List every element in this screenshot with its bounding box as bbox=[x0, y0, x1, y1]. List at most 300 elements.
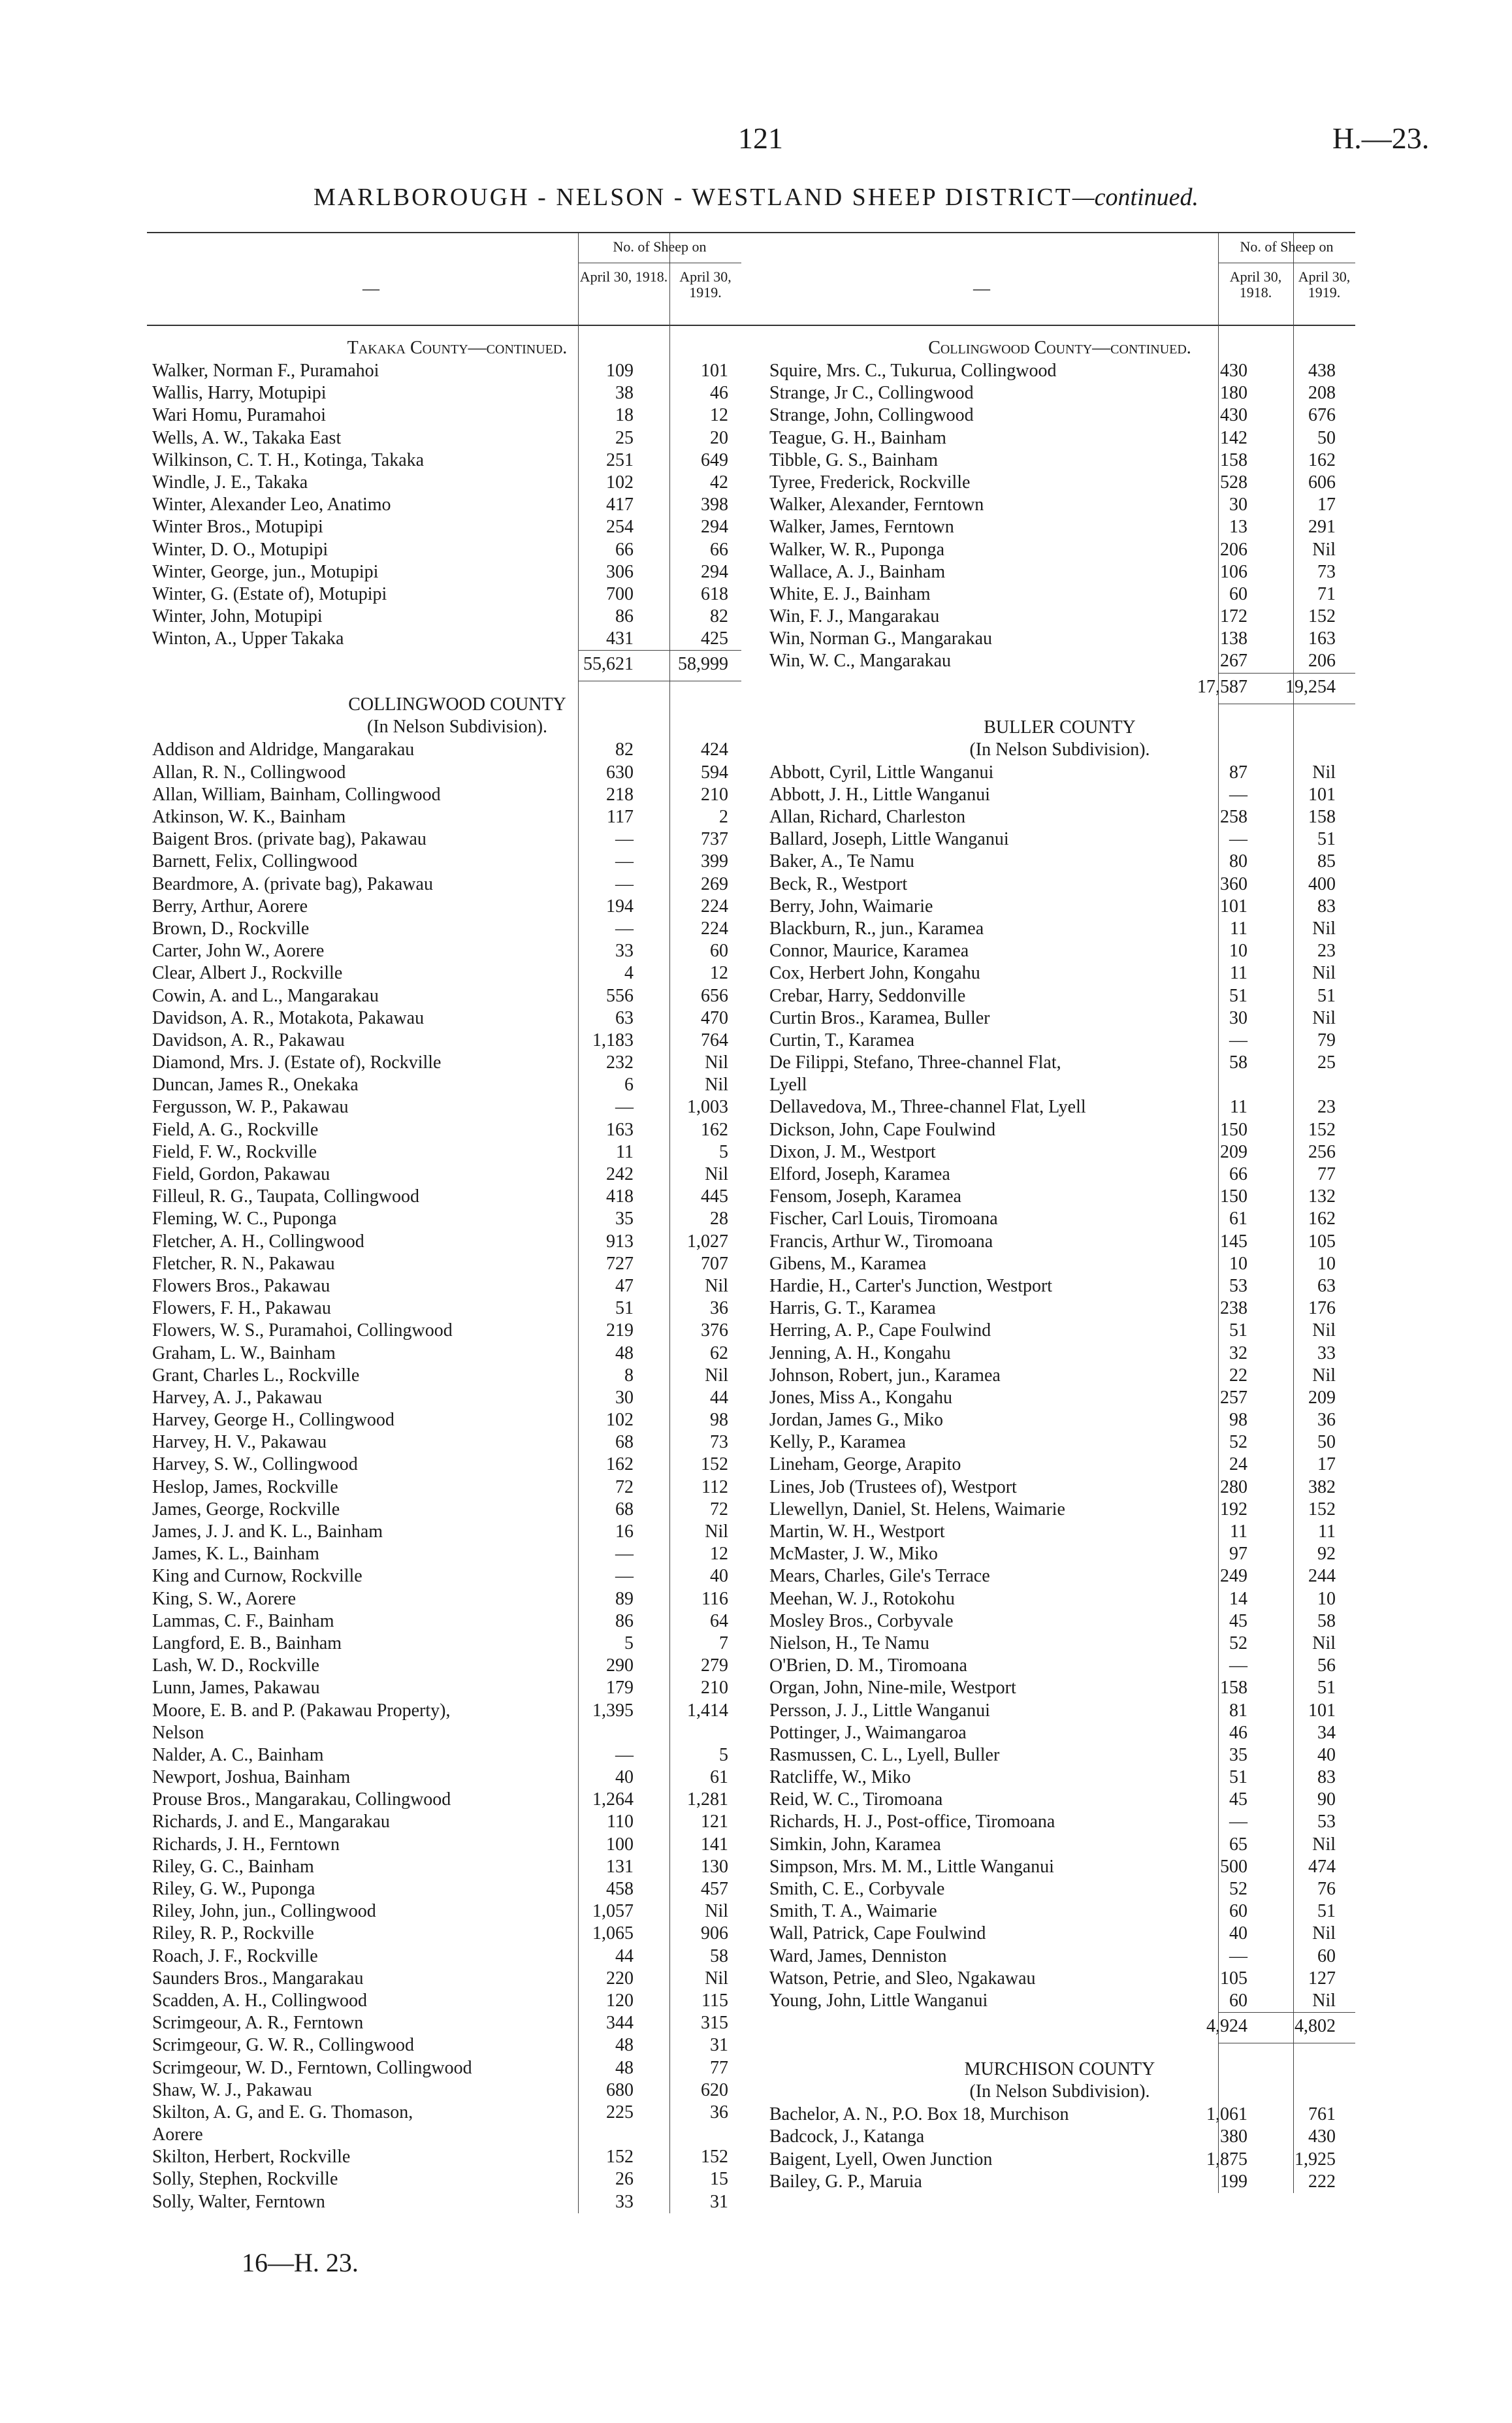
sheep-1919: 224 bbox=[701, 896, 728, 917]
sheep-1918: 913 bbox=[606, 1231, 634, 1252]
owner-name: Fergusson, W. P., Pakawau bbox=[152, 1097, 349, 1118]
sheep-1919: 83 bbox=[1317, 896, 1336, 917]
sheep-1918: 380 bbox=[1220, 2126, 1247, 2147]
table-row bbox=[147, 828, 767, 851]
sheep-1918: 556 bbox=[606, 985, 634, 1006]
owner-name: Fletcher, R. N., Pakawau bbox=[152, 1253, 335, 1274]
sheep-1918: 98 bbox=[1229, 1410, 1247, 1431]
table-row bbox=[147, 1499, 767, 1521]
sheep-1919: 51 bbox=[1317, 829, 1336, 850]
sheep-1919: 56 bbox=[1317, 1655, 1336, 1676]
table-row bbox=[147, 606, 767, 628]
sheep-1919: 2 bbox=[719, 807, 728, 827]
table-row bbox=[764, 2126, 1355, 2148]
sheep-1918: 51 bbox=[615, 1298, 634, 1319]
owner-name: Wells, A. W., Takaka East bbox=[152, 427, 342, 448]
header-col-1919: April 30, 1919. bbox=[679, 268, 732, 301]
table-row bbox=[147, 851, 767, 873]
total-1919: 4,802 bbox=[1295, 2016, 1336, 2037]
owner-name: Scrimgeour, W. D., Ferntown, Collingwood bbox=[152, 2057, 472, 2078]
sheep-1918: 258 bbox=[1220, 807, 1247, 827]
table-row bbox=[147, 1431, 767, 1454]
owner-name: Allan, William, Bainham, Collingwood bbox=[152, 784, 441, 805]
table-row bbox=[764, 382, 1355, 404]
owner-name: Llewellyn, Daniel, St. Helens, Waimarie bbox=[769, 1499, 1065, 1520]
sheep-1919: 620 bbox=[701, 2079, 728, 2100]
table-row bbox=[764, 1096, 1355, 1118]
sheep-1919: Nil bbox=[1312, 918, 1336, 939]
sheep-1919: 44 bbox=[710, 1387, 728, 1408]
sheep-1919: 152 bbox=[1308, 1119, 1336, 1140]
table-row bbox=[764, 449, 1355, 472]
owner-name: Fletcher, A. H., Collingwood bbox=[152, 1231, 364, 1252]
owner-name: Flowers, F. H., Pakawau bbox=[152, 1298, 331, 1319]
sheep-1918: 500 bbox=[1220, 1856, 1247, 1877]
sheep-1919: 424 bbox=[701, 740, 728, 760]
document-reference: H.—23. bbox=[1332, 122, 1430, 155]
sheep-1919: 269 bbox=[701, 873, 728, 894]
owner-name: Curtin Bros., Karamea, Buller bbox=[769, 1007, 990, 1028]
county-total-row bbox=[764, 2012, 1355, 2043]
sheep-1918: — bbox=[615, 918, 634, 939]
total-rule bbox=[1218, 2012, 1355, 2013]
sheep-1918: 180 bbox=[1220, 383, 1247, 404]
sheep-1919: 5 bbox=[719, 1744, 728, 1765]
sheep-1918: 58 bbox=[1229, 1052, 1247, 1073]
sheep-1919: 12 bbox=[710, 963, 728, 984]
owner-name: Clear, Albert J., Rockville bbox=[152, 963, 343, 984]
owner-name: Bailey, G. P., Maruia bbox=[769, 2171, 922, 2192]
total-rule bbox=[578, 650, 741, 651]
table-row bbox=[764, 1409, 1355, 1431]
table-row bbox=[147, 1811, 767, 1833]
table-row bbox=[764, 1342, 1355, 1365]
owner-name: Nalder, A. C., Bainham bbox=[152, 1744, 324, 1765]
sheep-1918: 68 bbox=[615, 1499, 634, 1520]
sheep-1919: 17 bbox=[1317, 495, 1336, 515]
owner-name: Berry, John, Waimarie bbox=[769, 896, 933, 917]
table-row bbox=[147, 1834, 767, 1856]
sheep-1918: 6 bbox=[624, 1075, 634, 1096]
county-subdivision: (In Nelson Subdivision). bbox=[969, 739, 1150, 760]
sheep-1919: 42 bbox=[710, 472, 728, 493]
sheep-1919: 34 bbox=[1317, 1722, 1336, 1743]
owner-name: Mosley Bros., Corbyvale bbox=[769, 1610, 954, 1631]
sheep-1919: 17 bbox=[1317, 1454, 1336, 1475]
owner-name: De Filippi, Stefano, Three-channel Flat, bbox=[769, 1052, 1061, 1073]
spacer bbox=[764, 2043, 1355, 2059]
sheep-1919: 224 bbox=[701, 918, 728, 939]
sheep-1919: 737 bbox=[701, 829, 728, 850]
sheep-1918: 254 bbox=[606, 517, 634, 538]
table-row bbox=[147, 1766, 767, 1789]
owner-name: Reid, W. C., Tiromoana bbox=[769, 1789, 943, 1810]
sheep-1918: 430 bbox=[1220, 361, 1247, 381]
sheep-1919: 40 bbox=[1317, 1744, 1336, 1765]
table-row bbox=[764, 851, 1355, 873]
sheep-1919: Nil bbox=[1312, 1365, 1336, 1386]
owner-name: McMaster, J. W., Miko bbox=[769, 1544, 938, 1565]
table-row bbox=[147, 2057, 767, 2079]
sheep-1918: 82 bbox=[615, 740, 634, 760]
sheep-1919: 51 bbox=[1317, 1901, 1336, 1922]
sheep-1918: 87 bbox=[1229, 762, 1247, 783]
table-row bbox=[764, 1633, 1355, 1655]
sheep-1918: 11 bbox=[616, 1141, 634, 1162]
county-heading: Collingwood County—continued. bbox=[928, 338, 1191, 358]
owner-name: Ratcliffe, W., Miko bbox=[769, 1767, 911, 1788]
owner-name: Winter, John, Motupipi bbox=[152, 606, 323, 627]
total-1918: 4,924 bbox=[1206, 2016, 1247, 2037]
sheep-1919: 1,027 bbox=[687, 1231, 728, 1252]
table-row bbox=[147, 539, 767, 561]
owner-name: Win, F. J., Mangarakau bbox=[769, 606, 940, 627]
sheep-1919: 71 bbox=[1317, 583, 1336, 604]
owner-name: Winter, George, jun., Motupipi bbox=[152, 561, 379, 582]
owner-name: James, K. L., Bainham bbox=[152, 1544, 319, 1565]
sheep-1919: 291 bbox=[1308, 517, 1336, 538]
table-row bbox=[764, 1387, 1355, 1409]
owner-name: Bachelor, A. N., P.O. Box 18, Murchison bbox=[769, 2104, 1069, 2125]
table-row bbox=[147, 1789, 767, 1811]
sheep-1918: 199 bbox=[1220, 2171, 1247, 2192]
table-row bbox=[764, 1990, 1355, 2012]
sheep-1918: 60 bbox=[1229, 1990, 1247, 2011]
county-total-row bbox=[147, 650, 767, 681]
table-row bbox=[764, 1789, 1355, 1811]
sheep-1918: 48 bbox=[615, 2057, 634, 2078]
owner-name: Winter, G. (Estate of), Motupipi bbox=[152, 583, 387, 604]
sheep-1919: Nil bbox=[705, 1075, 728, 1096]
owner-name: Allan, Richard, Charleston bbox=[769, 807, 966, 827]
owner-name: Jenning, A. H., Kongahu bbox=[769, 1342, 951, 1363]
sheep-1918: 251 bbox=[606, 449, 634, 470]
sheep-1918: 700 bbox=[606, 583, 634, 604]
table-row bbox=[147, 873, 767, 896]
owner-name: Riley, R. P., Rockville bbox=[152, 1923, 314, 1944]
sheep-1918: 267 bbox=[1220, 651, 1247, 672]
sheep-1919: 11 bbox=[1318, 1521, 1336, 1542]
table-row bbox=[147, 1543, 767, 1565]
sheep-1918: 1,057 bbox=[592, 1901, 634, 1922]
owner-name: Jones, Miss A., Kongahu bbox=[769, 1387, 953, 1408]
owner-name: Winter, Alexander Leo, Anatimo bbox=[152, 495, 391, 515]
table-row bbox=[147, 2191, 767, 2213]
sheep-1918: 48 bbox=[615, 2035, 634, 2056]
sheep-1918: 11 bbox=[1230, 1097, 1247, 1118]
sheep-1918: 80 bbox=[1229, 851, 1247, 872]
owner-name: Cowin, A. and L., Mangarakau bbox=[152, 985, 379, 1006]
sheep-1919: 112 bbox=[701, 1476, 728, 1497]
table-row bbox=[147, 1208, 767, 1230]
table-row bbox=[147, 1856, 767, 1878]
county-heading: MURCHISON COUNTY bbox=[964, 2059, 1155, 2080]
right-column-table bbox=[764, 232, 1355, 2193]
table-row bbox=[764, 1030, 1355, 1052]
sheep-1918: 33 bbox=[615, 941, 634, 962]
sheep-1918: 727 bbox=[606, 1253, 634, 1274]
sheep-1919: 101 bbox=[701, 361, 728, 381]
table-row bbox=[147, 1096, 767, 1118]
owner-name: Johnson, Robert, jun., Karamea bbox=[769, 1365, 1001, 1386]
page-number: 121 bbox=[738, 122, 783, 155]
owner-name: Scrimgeour, A. R., Ferntown bbox=[152, 2013, 364, 2034]
sheep-1918: 194 bbox=[606, 896, 634, 917]
total-rule bbox=[1218, 673, 1355, 674]
owner-name: Fischer, Carl Louis, Tiromoana bbox=[769, 1209, 998, 1229]
table-row bbox=[764, 1900, 1355, 1923]
sheep-1918: 11 bbox=[1230, 918, 1247, 939]
owner-name: Teague, G. H., Bainham bbox=[769, 427, 946, 448]
county-heading: BULLER COUNTY bbox=[984, 717, 1136, 738]
owner-name: Aorere bbox=[152, 2124, 203, 2145]
sheep-1918: 24 bbox=[1229, 1454, 1247, 1475]
owner-name: Nielson, H., Te Namu bbox=[769, 1633, 929, 1653]
sheep-1919: 206 bbox=[1308, 651, 1336, 672]
owner-name: Addison and Aldridge, Mangarakau bbox=[152, 740, 415, 760]
table-row bbox=[764, 784, 1355, 806]
owner-name: Lunn, James, Pakawau bbox=[152, 1678, 320, 1699]
sheep-1918: 102 bbox=[606, 472, 634, 493]
sheep-1919: 63 bbox=[1317, 1275, 1336, 1296]
sheep-1918: 100 bbox=[606, 1834, 634, 1855]
sheep-1919: 77 bbox=[710, 2057, 728, 2078]
owner-name: Dickson, John, Cape Foulwind bbox=[769, 1119, 996, 1140]
table-row bbox=[764, 1231, 1355, 1253]
sheep-1919: 116 bbox=[701, 1588, 728, 1609]
owner-name: Abbott, Cyril, Little Wanganui bbox=[769, 762, 994, 783]
table-row bbox=[147, 1365, 767, 1387]
sheep-1919: 25 bbox=[1317, 1052, 1336, 1073]
table-row bbox=[147, 1163, 767, 1186]
sheep-1918: — bbox=[1229, 829, 1247, 850]
table-row bbox=[147, 762, 767, 784]
table-row bbox=[147, 628, 767, 650]
sheep-1919: 79 bbox=[1317, 1030, 1336, 1050]
sheep-1919: 163 bbox=[1308, 628, 1336, 649]
owner-name: Shaw, W. J., Pakawau bbox=[152, 2079, 312, 2100]
table-row bbox=[764, 360, 1355, 382]
sheep-1918: 38 bbox=[615, 383, 634, 404]
sheep-1918: 110 bbox=[607, 1812, 634, 1832]
table-row bbox=[764, 873, 1355, 896]
table-header bbox=[764, 232, 1355, 326]
sheep-1919: 158 bbox=[1308, 807, 1336, 827]
sheep-1919: 398 bbox=[701, 495, 728, 515]
column-divider bbox=[1293, 323, 1294, 2193]
sheep-1919: 656 bbox=[701, 985, 728, 1006]
sheep-1918: 105 bbox=[1220, 1968, 1247, 1989]
owner-name: Moore, E. B. and P. (Pakawau Property), bbox=[152, 1700, 451, 1721]
sheep-1919: 115 bbox=[701, 1990, 728, 2011]
owner-name: Richards, H. J., Post-office, Tiromoana bbox=[769, 1812, 1055, 1832]
table-row bbox=[764, 1163, 1355, 1186]
sheep-1919: 906 bbox=[701, 1923, 728, 1944]
owner-name: Win, W. C., Mangarakau bbox=[769, 651, 952, 672]
sheep-1919: 61 bbox=[710, 1767, 728, 1788]
sheep-1919: 33 bbox=[1317, 1342, 1336, 1363]
sheep-1919: 77 bbox=[1317, 1164, 1336, 1184]
table-row bbox=[764, 828, 1355, 851]
column-divider bbox=[669, 323, 670, 2213]
sheep-1919: 152 bbox=[701, 2147, 728, 2168]
table-row bbox=[147, 1610, 767, 1633]
sheep-1919: 761 bbox=[1308, 2104, 1336, 2125]
owner-name: Fensom, Joseph, Karamea bbox=[769, 1186, 961, 1207]
owner-name: Ward, James, Denniston bbox=[769, 1945, 947, 1966]
table-row bbox=[764, 1766, 1355, 1789]
owner-name: Skilton, Herbert, Rockville bbox=[152, 2147, 351, 2168]
sheep-1918: 150 bbox=[1220, 1119, 1247, 1140]
sheep-1918: 26 bbox=[615, 2169, 634, 2190]
owner-name: Scadden, A. H., Collingwood bbox=[152, 1990, 367, 2011]
table-row bbox=[147, 1655, 767, 1677]
sheep-1919: 399 bbox=[701, 851, 728, 872]
owner-name: Meehan, W. J., Rotokohu bbox=[769, 1588, 955, 1609]
sheep-1918: 192 bbox=[1220, 1499, 1247, 1520]
owner-name: Wari Homu, Puramahoi bbox=[152, 405, 327, 426]
spacer bbox=[764, 326, 1355, 338]
owner-name: Crebar, Harry, Seddonville bbox=[769, 985, 966, 1006]
sheep-1919: 457 bbox=[701, 1879, 728, 1899]
owner-name: Fleming, W. C., Puponga bbox=[152, 1209, 337, 1229]
table-row bbox=[764, 1365, 1355, 1387]
sheep-1918: 35 bbox=[1229, 1744, 1247, 1765]
header-dash: — bbox=[362, 279, 379, 298]
sheep-1918: — bbox=[615, 1744, 634, 1765]
table-row bbox=[764, 583, 1355, 606]
sheep-1919: 36 bbox=[710, 2102, 728, 2122]
sheep-1918: 60 bbox=[1229, 1901, 1247, 1922]
sheep-1918: — bbox=[615, 1097, 634, 1118]
owner-name: Abbott, J. H., Little Wanganui bbox=[769, 784, 990, 805]
sheep-1918: 117 bbox=[607, 807, 634, 827]
owner-name: Richards, J. H., Ferntown bbox=[152, 1834, 340, 1855]
sheep-1918: 249 bbox=[1220, 1566, 1247, 1587]
sheep-1919: 294 bbox=[701, 517, 728, 538]
table-row bbox=[764, 516, 1355, 538]
sheep-1919: 50 bbox=[1317, 1432, 1336, 1453]
sheep-1918: 232 bbox=[606, 1052, 634, 1073]
footer-signature: 16—H. 23. bbox=[242, 2248, 359, 2277]
sheep-1919: Nil bbox=[1312, 1007, 1336, 1028]
sheep-1919: 73 bbox=[710, 1432, 728, 1453]
sheep-1918: 48 bbox=[615, 1342, 634, 1363]
sheep-1918: 10 bbox=[1229, 1253, 1247, 1274]
sheep-1919: 707 bbox=[701, 1253, 728, 1274]
sheep-1919: 594 bbox=[701, 762, 728, 783]
owner-name: Langford, E. B., Bainham bbox=[152, 1633, 342, 1653]
sheep-1918: 65 bbox=[1229, 1834, 1247, 1855]
owner-name: Ballard, Joseph, Little Wanganui bbox=[769, 829, 1009, 850]
owner-name: Winter, D. O., Motupipi bbox=[152, 539, 329, 560]
sheep-1918: — bbox=[615, 1566, 634, 1587]
owner-name: Field, Gordon, Pakawau bbox=[152, 1164, 330, 1184]
table-row bbox=[764, 1700, 1355, 1722]
owner-name: Badcock, J., Katanga bbox=[769, 2126, 925, 2147]
sheep-1918: 152 bbox=[606, 2147, 634, 2168]
sheep-1918: 528 bbox=[1220, 472, 1247, 493]
owner-name: Lineham, George, Arapito bbox=[769, 1454, 961, 1475]
sheep-1918: 11 bbox=[1230, 1521, 1247, 1542]
sheep-1918: — bbox=[1229, 1945, 1247, 1966]
table-row bbox=[147, 739, 767, 761]
sheep-1918: 102 bbox=[606, 1410, 634, 1431]
table-row bbox=[147, 2146, 767, 2168]
table-row bbox=[147, 1454, 767, 1476]
total-1919: 58,999 bbox=[678, 654, 728, 675]
owner-name: Pottinger, J., Waimangaroa bbox=[769, 1722, 967, 1743]
sheep-1918: 5 bbox=[624, 1633, 634, 1653]
owner-name: Walker, W. R., Puponga bbox=[769, 539, 945, 560]
table-row bbox=[147, 1677, 767, 1699]
sheep-1919: 53 bbox=[1317, 1812, 1336, 1832]
owner-name: Baigent, Lyell, Owen Junction bbox=[769, 2149, 993, 2170]
sheep-1918: 14 bbox=[1229, 1588, 1247, 1609]
sheep-1918: 257 bbox=[1220, 1387, 1247, 1408]
table-row bbox=[147, 2124, 767, 2146]
owner-name: Davidson, A. R., Pakawau bbox=[152, 1030, 345, 1050]
sheep-1918: 10 bbox=[1229, 941, 1247, 962]
table-row bbox=[764, 1007, 1355, 1030]
table-row bbox=[764, 1074, 1355, 1096]
sheep-1918: 138 bbox=[1220, 628, 1247, 649]
table-row bbox=[147, 1052, 767, 1074]
table-row bbox=[147, 494, 767, 516]
table-row bbox=[764, 1521, 1355, 1543]
table-row bbox=[147, 1030, 767, 1052]
sheep-1919: 676 bbox=[1308, 405, 1336, 426]
owner-name: Grant, Charles L., Rockville bbox=[152, 1365, 360, 1386]
table-row bbox=[764, 1119, 1355, 1141]
sheep-1919: 60 bbox=[710, 941, 728, 962]
sheep-1918: — bbox=[615, 873, 634, 894]
sheep-1919: 222 bbox=[1308, 2171, 1336, 2192]
table-row bbox=[147, 561, 767, 583]
owner-name: Hardie, H., Carter's Junction, Westport bbox=[769, 1275, 1053, 1296]
sheep-1918: 4 bbox=[624, 963, 634, 984]
sheep-1919: 12 bbox=[710, 1544, 728, 1565]
sheep-1918: — bbox=[1229, 1030, 1247, 1050]
sheep-1919: 64 bbox=[710, 1610, 728, 1631]
table-row bbox=[764, 1945, 1355, 1968]
table-row bbox=[147, 472, 767, 494]
table-row bbox=[764, 1320, 1355, 1342]
sheep-1919: 162 bbox=[701, 1119, 728, 1140]
owner-name: Persson, J. J., Little Wanganui bbox=[769, 1700, 990, 1721]
owner-name: Harris, G. T., Karamea bbox=[769, 1298, 936, 1319]
owner-name: O'Brien, D. M., Tiromoana bbox=[769, 1655, 967, 1676]
district-title-text: MARLBOROUGH - NELSON - WESTLAND SHEEP DISTRICT bbox=[313, 184, 1072, 211]
sheep-1918: 35 bbox=[615, 1209, 634, 1229]
header-group-label: No. of Sheep on bbox=[1240, 238, 1334, 255]
table-row bbox=[147, 1900, 767, 1923]
owner-name: Simpson, Mrs. M. M., Little Wanganui bbox=[769, 1856, 1054, 1877]
sheep-1918: 158 bbox=[1220, 1678, 1247, 1699]
sheep-1919: 5 bbox=[719, 1141, 728, 1162]
sheep-1918: 418 bbox=[606, 1186, 634, 1207]
table-row bbox=[147, 2079, 767, 2102]
owner-name: Scrimgeour, G. W. R., Collingwood bbox=[152, 2035, 414, 2056]
owner-name: Harvey, S. W., Collingwood bbox=[152, 1454, 358, 1475]
owner-name: Wilkinson, C. T. H., Kotinga, Takaka bbox=[152, 449, 425, 470]
sheep-1918: 417 bbox=[606, 495, 634, 515]
sheep-1919: 210 bbox=[701, 784, 728, 805]
sheep-1919: Nil bbox=[1312, 1990, 1336, 2011]
sheep-1918: — bbox=[1229, 784, 1247, 805]
county-total-row bbox=[764, 673, 1355, 704]
table-row bbox=[764, 1208, 1355, 1230]
